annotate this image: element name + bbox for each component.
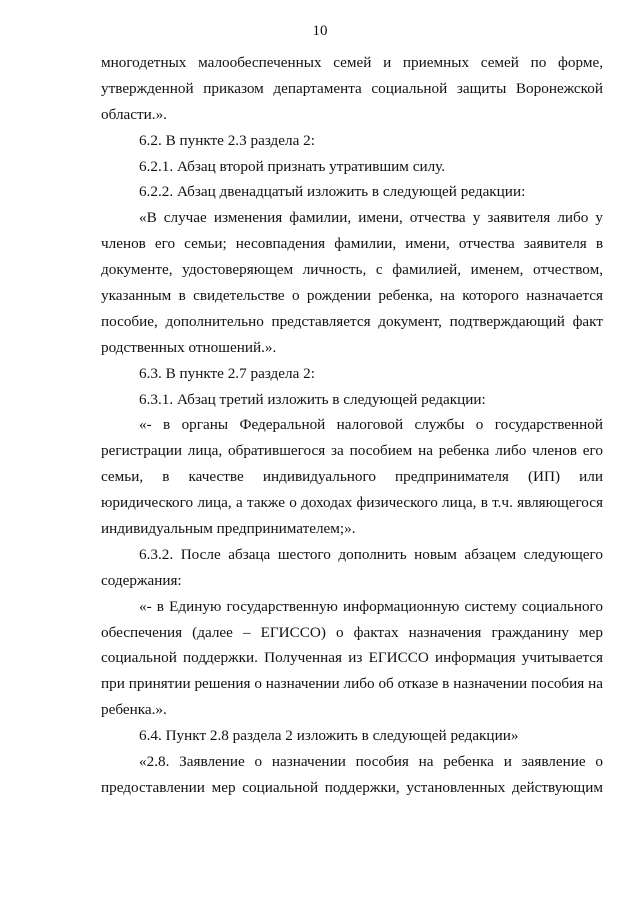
text-line: 6.2.1. Абзац второй признать утратившим силу. xyxy=(139,157,446,175)
text-line: социальной поддержки. Полученная из ЕГИССО информация учитывается xyxy=(101,649,603,667)
text-line: документе, удостоверяющем личность, с фамилией, именем, отчеством, xyxy=(101,261,603,279)
text-line: многодетных малообеспеченных семей и приемных семей по форме, xyxy=(101,54,603,71)
text-line: при принятии решения о назначении либо об отказе в назначении пособия на xyxy=(101,675,603,693)
text-line: ребенка.». xyxy=(101,701,167,719)
text-line: 6.2. В пункте 2.3 раздела 2: xyxy=(139,131,315,149)
text-line: семьи, в качестве индивидуального предпринимателя (ИП) или xyxy=(101,468,603,486)
document-body xyxy=(101,50,603,801)
text-line: «2.8. Заявление о назначении пособия на ребенка и заявление о xyxy=(139,753,603,771)
text-line: области.». xyxy=(101,105,167,123)
text-line: 6.3.2. После абзаца шестого дополнить новым абзацем следующего xyxy=(139,545,603,563)
text-line: содержания: xyxy=(101,571,182,589)
text-line: индивидуальным предпринимателем;». xyxy=(101,520,356,538)
text-line: предоставлении мер социальной поддержки, установленных действующим xyxy=(101,778,603,796)
text-line: обеспечения (далее – ЕГИССО) о фактах назначения гражданину мер xyxy=(101,623,603,641)
text-line: пособие, дополнительно представляется документ, подтверждающий факт xyxy=(101,312,603,330)
text-line: «- в Единую государственную информационную систему социального xyxy=(139,597,603,615)
text-line: указанным в свидетельстве о рождении ребенка, на которого назначается xyxy=(101,287,603,305)
text-line: 6.4. Пункт 2.8 раздела 2 изложить в следующей редакции» xyxy=(139,727,519,745)
text-line: 6.3.1. Абзац третий изложить в следующей редакции: xyxy=(139,390,486,408)
text-line: «- в органы Федеральной налоговой службы о государственной xyxy=(139,416,603,434)
page-number: 10 xyxy=(312,23,328,39)
text-line: 6.2.2. Абзац двенадцатый изложить в следующей редакции: xyxy=(139,183,526,201)
text-line: родственных отношений.». xyxy=(101,338,277,356)
text-line: 6.3. В пункте 2.7 раздела 2: xyxy=(139,364,315,382)
text-line: членов его семьи; несовпадения фамилии, имени, отчества заявителя в xyxy=(101,235,603,253)
text-line: утвержденной приказом департамента социальной защиты Воронежской xyxy=(101,79,603,97)
text-line: «В случае изменения фамилии, имени, отчества у заявителя либо у xyxy=(139,209,603,227)
text-line: юридического лица, а также о доходах физического лица, в т.ч. являющегося xyxy=(101,494,603,512)
text-line: регистрации лица, обратившегося за пособием на ребенка либо членов его xyxy=(101,442,603,460)
